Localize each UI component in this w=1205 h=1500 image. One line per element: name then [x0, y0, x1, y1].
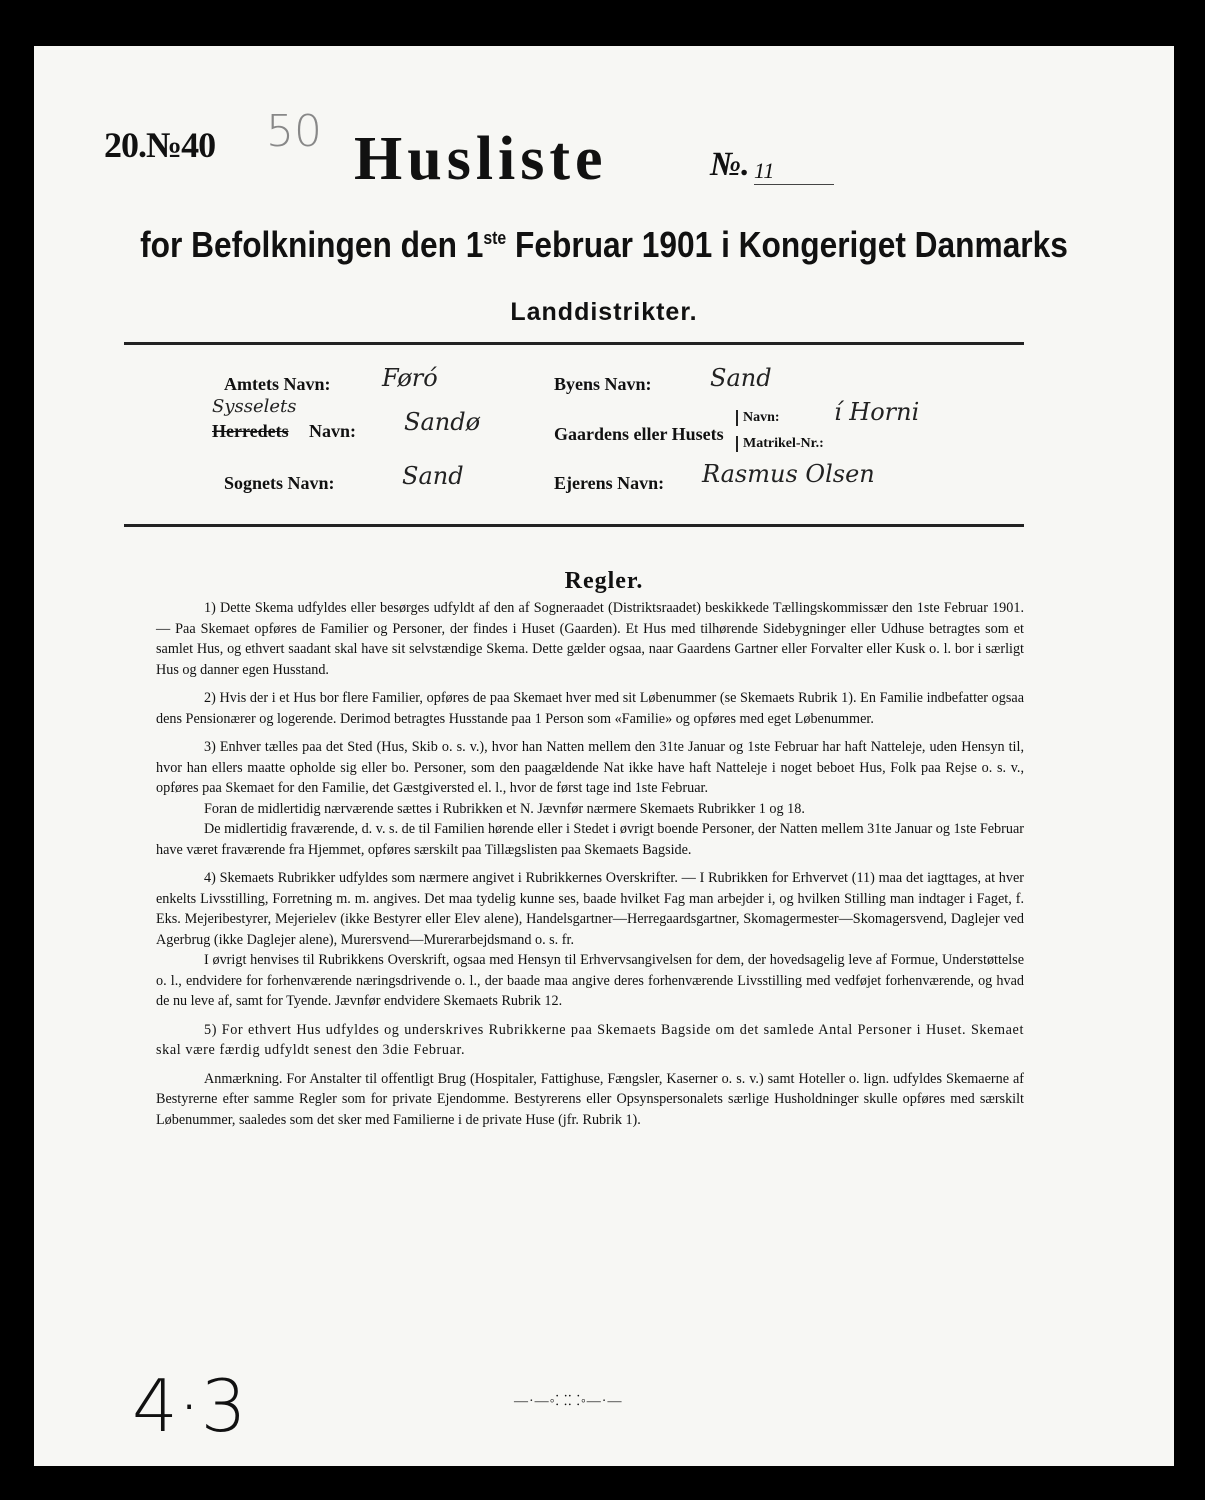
rule-paragraph: 4) Skemaets Rubrikker udfyldes som nærmere angivet i Rubrikkernes Overskrifter. — I Rubrikken for Erhvervet (11) maa det iagttages, at hver enkelts Livsstilling, Forretning m. m. angives. Det maa tydelig kunne ses, baade hvilket Fag man arbejder i, og hvilken Stilling man indtager i Faget, f. Eks. Mejeribestyrer, Mejerielev (ikke Bestyrer eller Elev alene), Handelsgartner—Herregaardsgartner, Skomagermester—Skomagersvend, Daglejer ved Agerbrug (ikke Daglejer alene), Murersvend—Murerarbejdsmand o. s. fr.	[156, 870, 1024, 948]
subtitle-sup: ste	[483, 228, 507, 248]
sogn-label: Sognets Navn:	[224, 473, 335, 493]
gaard-navn-label: Navn:	[736, 410, 780, 426]
by-label: Byens Navn:	[554, 374, 652, 394]
rule-paragraph: Foran de midlertidig nærværende sættes i Rubrikken et N. Jævnfør nærmere Skemaets Rubrikker 1 og 18.	[204, 800, 805, 817]
district-heading: Landdistrikter.	[510, 298, 698, 326]
matrikel-label: Matrikel-Nr.:	[736, 436, 824, 452]
gaard-label: Gaardens eller Husets	[554, 424, 724, 444]
pencil-number: 50	[266, 106, 322, 157]
subtitle-pre: for Befolkningen den 1	[140, 224, 484, 265]
subtitle-post: Februar 1901 i Kongeriget Danmarks	[506, 224, 1068, 265]
amt-label: Amtets Navn:	[224, 374, 331, 394]
form-subtitle	[102, 224, 1105, 266]
rule-paragraph: 5) For ethvert Hus udfyldes og underskrives Rubrikkerne paa Skemaets Bagside om det samlede Antal Personer i Huset. Skemaet skal være færdig udfyldt senest den 3die Februar.	[156, 1021, 1024, 1058]
rule-paragraph: De midlertidig fraværende, d. v. s. de til Familien hørende eller i Stedet i øvrigt boende Personer, der Natten mellem 31te Januar og 1ste Februar have været fraværende fra Hjemmet, opføres særskilt paa Tillægslisten paa Skemaets Bagside.	[156, 821, 1024, 858]
rules-body	[156, 598, 1024, 1138]
herred-navn-label: Navn:	[309, 421, 357, 441]
archive-stamp: 20.№40	[104, 125, 216, 165]
rule-paragraph: Anmærkning. For Anstalter til offentligt Brug (Hospitaler, Fattighuse, Fængsler, Kaserner o. s. v.) samt Hoteller o. lign. udfyldes Skemaerne af Bestyrerne efter samme Regler som for private Ejendomme. Bestyrerens eller Opsynspersonalets særlige Husholdninger skulle opføres med særskilt Løbenummer, saaledes som det sker med Familierne i de private Huse (jfr. Rubrik 1).	[156, 1070, 1024, 1128]
number-value-text: 11	[754, 158, 775, 183]
census-form-sheet	[34, 46, 1174, 1466]
number-value	[754, 158, 834, 185]
herred-value: Sandø	[404, 408, 481, 436]
rule-paragraph: I øvrigt henvises til Rubrikkens Overskrift, ogsaa med Hensyn til Erhvervsangivelsen for dem, der hovedsagelig leve af Formue, Understøttelse o. l., endvidere for forhenværende næringsdrivende o. l., der baade maa angive deres forhenværende Livsstilling med vedføjet forhenværende, og hvad de nu leve af, samt for Tyende. Jævnfør endvidere Skemaets Rubrik 12.	[156, 952, 1024, 1009]
number-label: №.	[710, 146, 750, 183]
amt-value: Føró	[382, 364, 438, 392]
rule-paragraph: 3) Enhver tælles paa det Sted (Hus, Skib o. s. v.), hvor han Natten mellem den 31te Januar og 1ste Februar har haft Natteleje, uden Hensyn til, hvor han ellers maatte opholde sig eller bo. Personer, som den paagældende Nat ikke have haft Natteleje i noget beboet Hus, Folk paa Rejse o. s. v., opføres paa Skemaet for den Familie, det Gæstgiversted el. l., hvor de først tage ind 1ste Februar.	[156, 739, 1024, 796]
herredets-label: Herredets	[212, 421, 289, 441]
ejer-label: Ejerens Navn:	[554, 473, 665, 493]
ejer-value: Rasmus Olsen	[702, 460, 875, 488]
rules-heading: Regler.	[564, 568, 644, 594]
by-value: Sand	[710, 364, 772, 392]
form-title: Husliste	[354, 125, 608, 193]
top-divider	[124, 342, 1024, 345]
bottom-divider	[124, 524, 1024, 527]
gaard-navn-value: í Horni	[834, 398, 920, 426]
ornament-divider: —·—◦⸬⸬◦—·—	[514, 1394, 623, 1409]
sysselets-handwritten: Sysselets	[212, 396, 297, 417]
bottom-pencil-number: 4·3	[132, 1364, 247, 1448]
rule-paragraph: 1) Dette Skema udfyldes eller besørges udfyldt af den af Sogneraadet (Distriktsraadet) beskikkede Tællingskommissær den 1ste Februar 1901. — Paa Skemaet opføres de Familier og Personer, der findes i Huset (Gaarden). Et Hus med tilhørende Sidebygninger eller Udhuse betragtes som et samlet Hus, og ethvert saadant skal have sit selvstændige Skema. Dette gælder ogsaa, naar Gaardens Gartner eller Forvalter eller Kusk o. l. bor i særligt Hus og danner egen Husstand.	[156, 600, 1024, 678]
sogn-value: Sand	[402, 462, 464, 490]
rule-paragraph: 2) Hvis der i et Hus bor flere Familier, opføres de paa Skemaet hver med sit Løbenummer (se Skemaets Rubrik 1). En Familie indbefatter ogsaa dens Pensionærer og logerende. Derimod betragtes Husstande paa 1 Person som «Familie» og opføres med eget Løbenummer.	[156, 690, 1024, 727]
